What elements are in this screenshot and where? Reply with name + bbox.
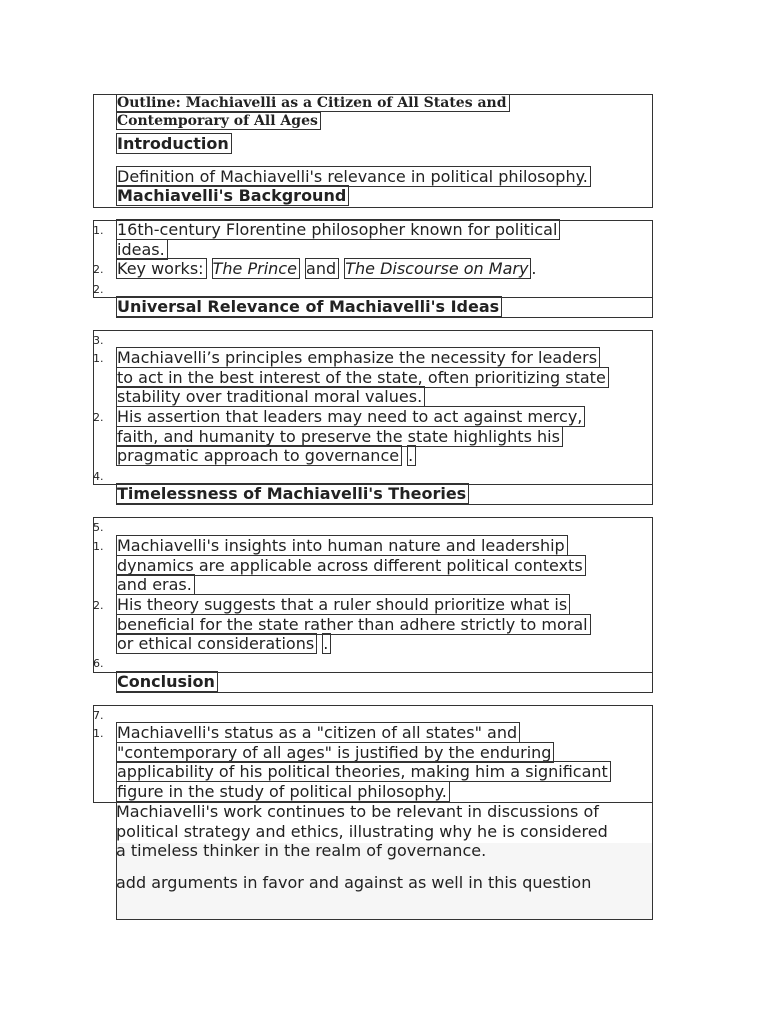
background-item-2 bbox=[116, 259, 537, 279]
title-line-2: Contemporary of All Ages bbox=[116, 112, 321, 130]
conclusion-item-1-line: Machiavelli's status as a "citizen of all states" and bbox=[116, 722, 520, 743]
conclusion-item-1-line: "contemporary of all ages" is justified by the enduring bbox=[116, 742, 554, 763]
conclusion-paragraph-line: a timeless thinker in the realm of governance. bbox=[116, 841, 487, 861]
prompt-text: add arguments in favor and against as well in this question bbox=[116, 873, 592, 892]
heading-conclusion bbox=[116, 672, 218, 692]
document-title bbox=[116, 94, 510, 130]
timeless-item-2-line: or ethical considerations bbox=[116, 633, 317, 654]
timeless-item-1-line: and eras. bbox=[116, 574, 195, 595]
universal-item-1-line: stability over traditional moral values. bbox=[116, 386, 425, 407]
background-item-1-line-2: ideas. bbox=[116, 239, 168, 260]
list-marker: 1. bbox=[93, 224, 104, 237]
list-marker: 2. bbox=[93, 283, 104, 296]
conclusion-paragraph bbox=[116, 802, 608, 861]
introduction-text-span: Definition of Machiavelli's relevance in political philosophy. bbox=[116, 166, 591, 187]
heading-background bbox=[116, 186, 349, 206]
timeless-item-2-line: beneficial for the state rather than adhere strictly to moral bbox=[116, 614, 591, 635]
universal-item-2 bbox=[116, 407, 585, 466]
heading-background-text: Machiavelli's Background bbox=[116, 185, 349, 206]
universal-item-1-line: to act in the best interest of the state, often prioritizing state bbox=[116, 367, 609, 388]
list-marker: 2. bbox=[93, 411, 104, 424]
universal-item-2-line: pragmatic approach to governance bbox=[116, 445, 402, 466]
universal-item-1 bbox=[116, 348, 609, 407]
period: . bbox=[407, 445, 416, 466]
timeless-item-1-line: dynamics are applicable across different political contexts bbox=[116, 555, 586, 576]
and-word: and bbox=[305, 258, 339, 279]
key-works-label: Key works: bbox=[116, 258, 207, 279]
heading-introduction-text: Introduction bbox=[116, 133, 232, 154]
conclusion-item-1 bbox=[116, 723, 611, 801]
list-marker: 5. bbox=[93, 521, 104, 534]
conclusion-paragraph-line: Machiavelli's work continues to be relevant in discussions of bbox=[116, 802, 599, 821]
timeless-item-2 bbox=[116, 595, 591, 654]
heading-introduction bbox=[116, 134, 232, 154]
list-marker: 7. bbox=[93, 709, 104, 722]
list-marker: 2. bbox=[93, 599, 104, 612]
heading-universal bbox=[116, 297, 502, 317]
timeless-item-2-line: His theory suggests that a ruler should prioritize what is bbox=[116, 594, 570, 615]
list-marker: 1. bbox=[93, 352, 104, 365]
heading-conclusion-text: Conclusion bbox=[116, 671, 218, 692]
heading-universal-text: Universal Relevance of Machiavelli's Ideas bbox=[116, 296, 502, 317]
background-item-1-line-1: 16th-century Florentine philosopher known for political bbox=[116, 219, 560, 240]
heading-timeless-text: Timelessness of Machiavelli's Theories bbox=[116, 483, 469, 504]
universal-item-1-line: Machiavelli’s principles emphasize the necessity for leaders bbox=[116, 347, 600, 368]
background-item-1 bbox=[116, 220, 560, 259]
list-marker: 1. bbox=[93, 727, 104, 740]
title-line-1: Outline: Machiavelli as a Citizen of All States and bbox=[116, 94, 510, 112]
universal-item-2-line: faith, and humanity to preserve the state highlights his bbox=[116, 426, 563, 447]
list-marker: 2. bbox=[93, 263, 104, 276]
work-discourse: The Discourse on Mary bbox=[344, 258, 531, 279]
work-the-prince: The Prince bbox=[212, 258, 300, 279]
list-marker: 3. bbox=[93, 334, 104, 347]
list-marker: 1. bbox=[93, 540, 104, 553]
heading-timeless bbox=[116, 484, 469, 504]
timeless-item-1-line: Machiavelli's insights into human nature and leadership bbox=[116, 535, 568, 556]
period: . bbox=[531, 259, 537, 278]
list-marker: 6. bbox=[93, 657, 104, 670]
conclusion-paragraph-line: political strategy and ethics, illustrating why he is considered bbox=[116, 821, 608, 841]
universal-item-2-line: His assertion that leaders may need to act against mercy, bbox=[116, 406, 585, 427]
conclusion-item-1-line: figure in the study of political philosophy. bbox=[116, 781, 450, 802]
timeless-item-1 bbox=[116, 536, 586, 595]
list-marker: 4. bbox=[93, 470, 104, 483]
period: . bbox=[322, 633, 331, 654]
conclusion-item-1-line: applicability of his political theories, making him a significant bbox=[116, 761, 611, 782]
introduction-text bbox=[116, 167, 591, 187]
